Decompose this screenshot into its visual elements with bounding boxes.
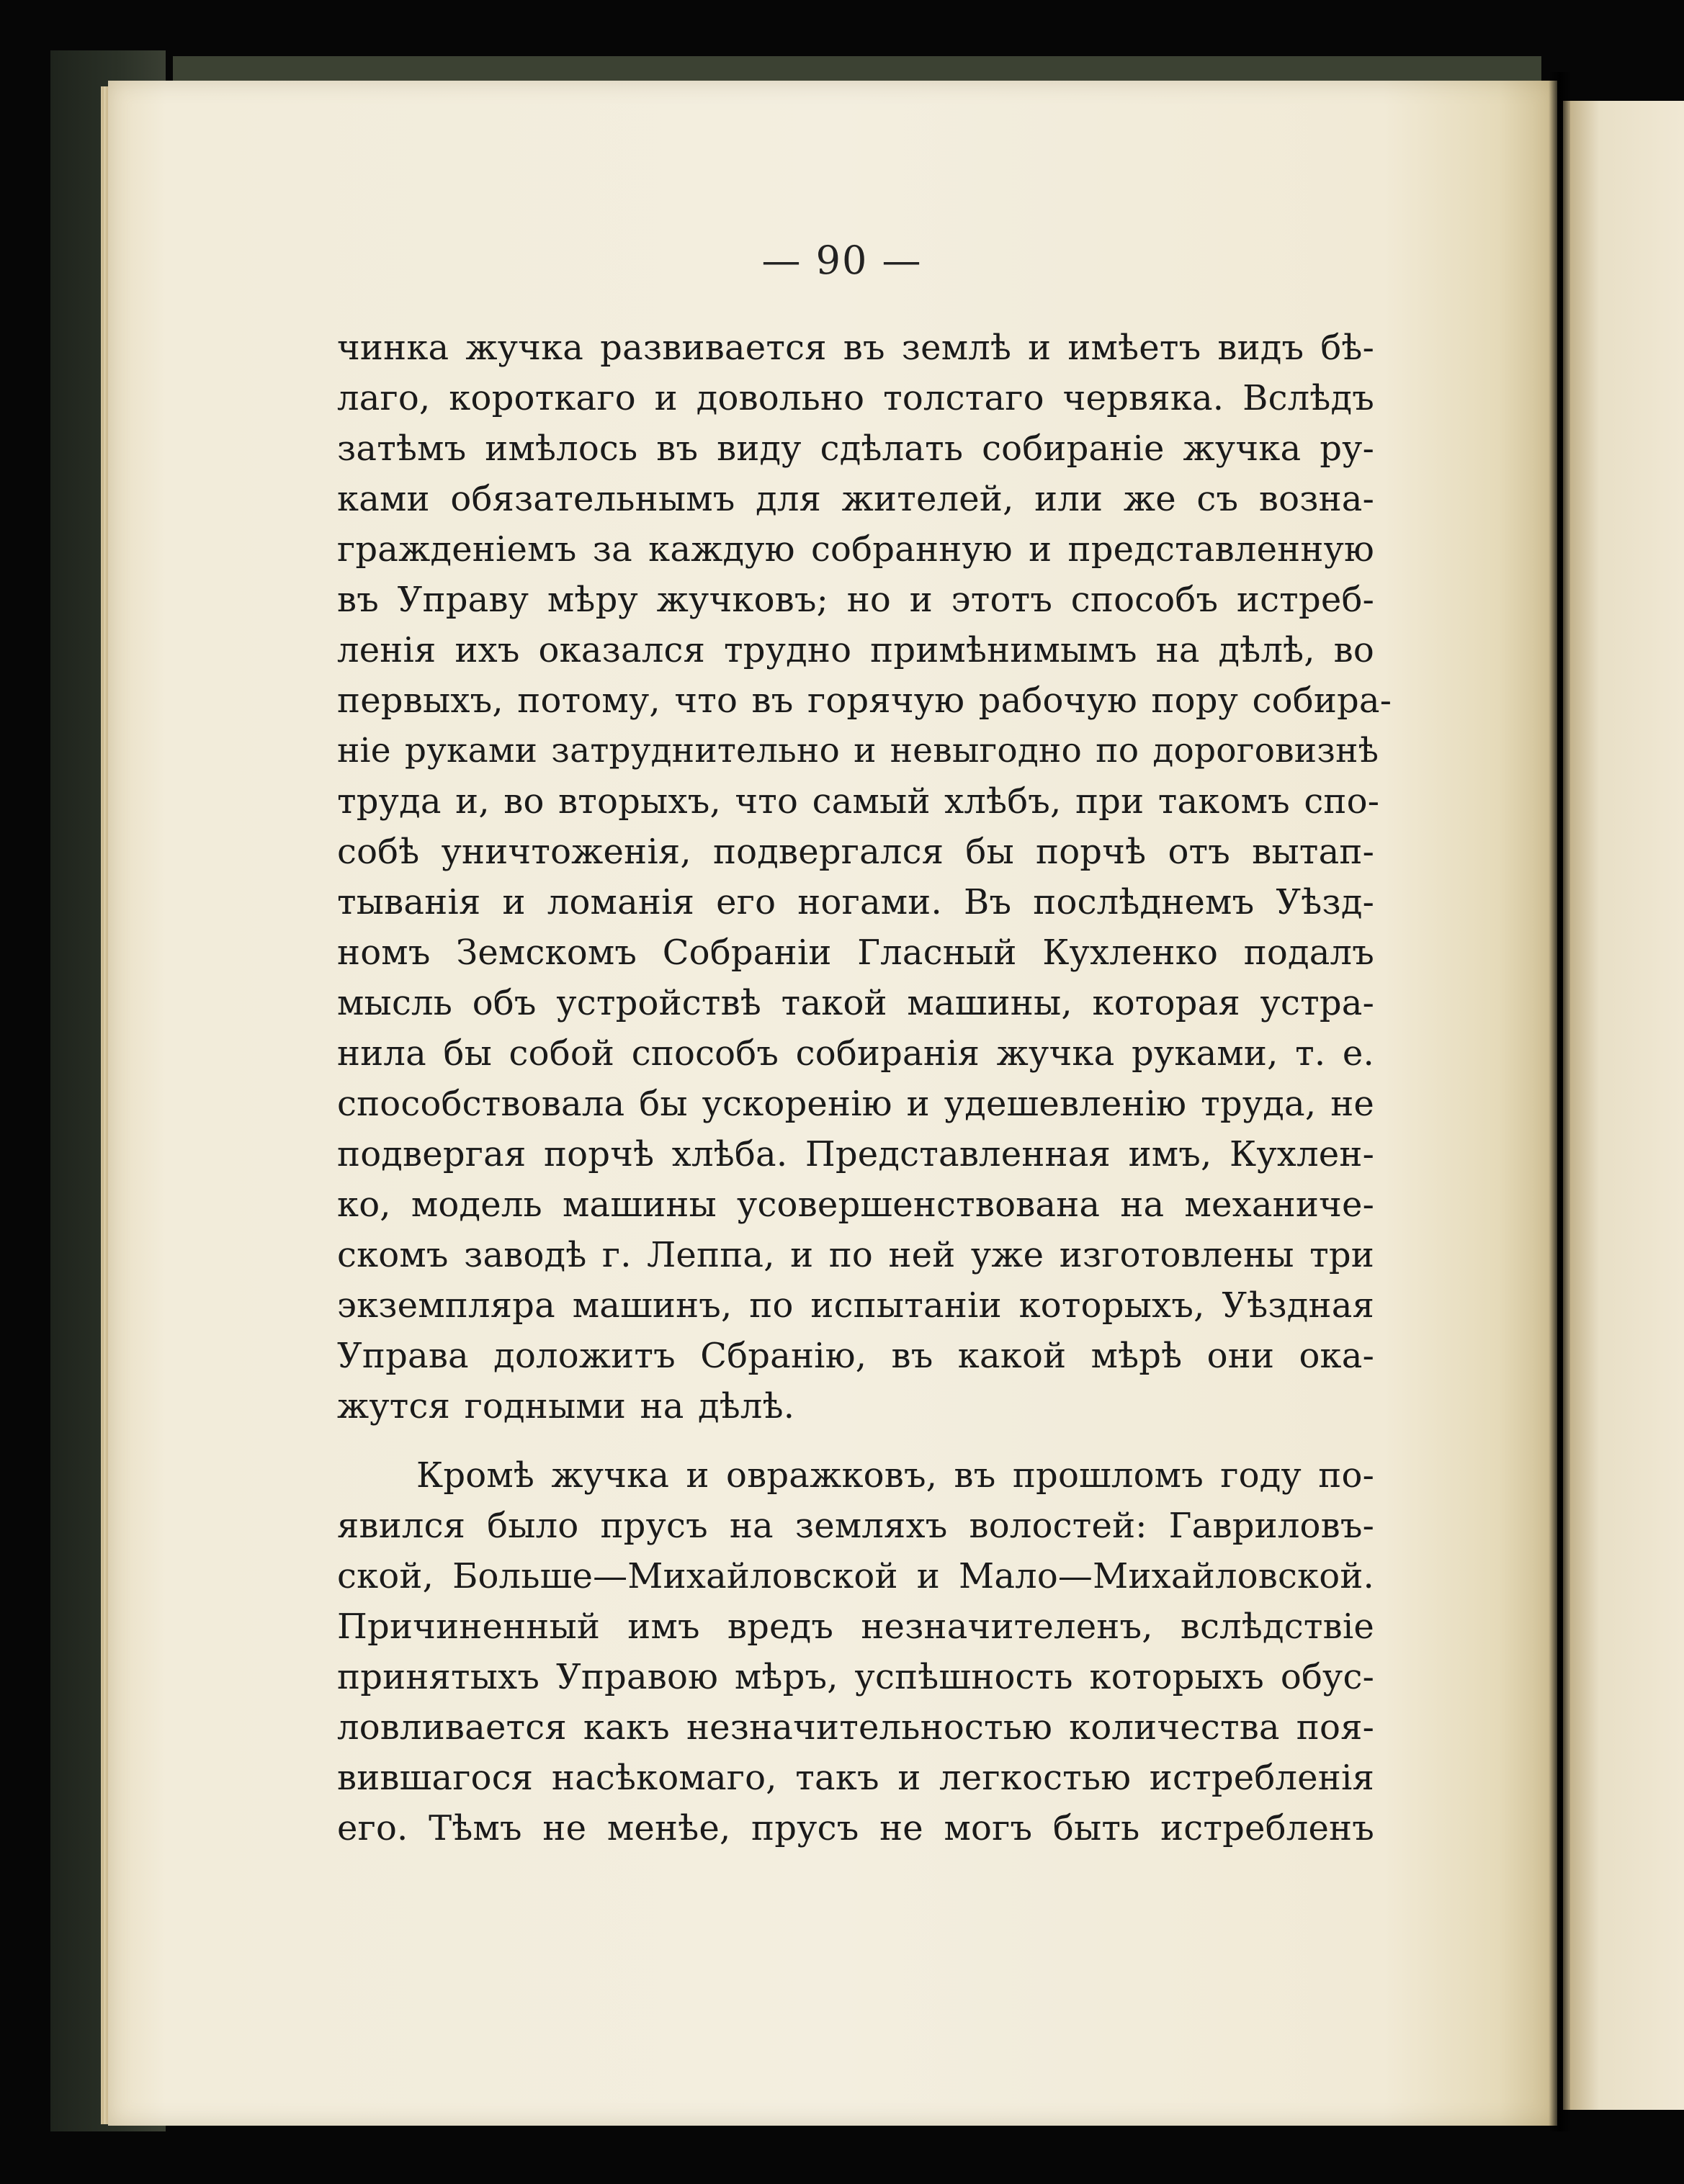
text-line: мысль объ устройствѣ такой машины, которая устра- [337, 983, 1374, 1023]
text-line: скомъ заводѣ г. Леппа, и по ней уже изготовлены три [337, 1235, 1374, 1275]
facing-page [1563, 101, 1684, 2110]
text-line: собѣ уничтоженія, подвергался бы порчѣ отъ вытап- [337, 832, 1374, 872]
text-line: его. Тѣмъ не менѣе, прусъ не могъ быть истребленъ [337, 1808, 1374, 1848]
text-line: труда и, во вторыхъ, что самый хлѣбъ, при такомъ спо- [337, 781, 1380, 822]
text-line: явился было прусъ на земляхъ волостей: Гавриловъ- [337, 1506, 1374, 1546]
book-gutter [1549, 72, 1570, 2131]
text-line: Управа доложитъ Сбранію, въ какой мѣрѣ они ока- [337, 1336, 1374, 1376]
text-line: вившагося насѣкомаго, такъ и легкостью истребленія [337, 1758, 1374, 1798]
text-line: ніе руками затруднительно и невыгодно по дороговизнѣ [337, 731, 1379, 770]
text-line: чинка жучка развивается въ землѣ и имѣетъ видъ бѣ- [337, 328, 1374, 368]
text-line: Кромѣ жучка и овражковъ, въ прошломъ году по- [416, 1455, 1374, 1496]
text-line: нила бы собой способъ собиранія жучка руками, т. е. [337, 1033, 1374, 1074]
text-line: экземпляра машинъ, по испытаніи которыхъ, Уѣздная [337, 1285, 1374, 1326]
text-line: ко, модель машины усовершенствована на механиче- [337, 1185, 1374, 1225]
paragraph-gap [337, 1432, 1374, 1450]
text-line: ловливается какъ незначительностью количества поя- [337, 1707, 1374, 1748]
text-line: въ Управу мѣру жучковъ; но и этотъ способъ истреб- [337, 580, 1374, 620]
text-line: способствовала бы ускоренію и удешевленію труда, не [337, 1084, 1374, 1124]
text-line: ками обязательнымъ для жителей, или же съ возна- [337, 479, 1374, 519]
text-line: гражденіемъ за каждую собранную и представленную [337, 529, 1374, 570]
text-line: Причиненный имъ вредъ незначителенъ, вслѣдствіе [337, 1606, 1374, 1647]
text-line: номъ Земскомъ Собраніи Гласный Кухленко подалъ [337, 933, 1374, 973]
text-line: ленія ихъ оказался трудно примѣнимымъ на дѣлѣ, во [337, 630, 1374, 670]
text-line: принятыхъ Управою мѣръ, успѣшность которыхъ обус- [337, 1657, 1374, 1697]
text-line: первыхъ, потому, что въ горячую рабочую пору собира- [337, 680, 1392, 721]
text-line: затѣмъ имѣлось въ виду сдѣлать собираніе жучка ру- [337, 428, 1374, 469]
text-line: ской, Больше—Михайловской и Мало—Михайловской. [337, 1556, 1374, 1596]
text-line: тыванія и ломанія его ногами. Въ послѣднемъ Уѣзд- [337, 882, 1374, 922]
text-line: жутся годными на дѣлѣ. [337, 1386, 795, 1426]
body-text [337, 323, 1392, 1853]
text-line: лаго, короткаго и довольно толстаго червяка. Вслѣдъ [337, 378, 1374, 418]
page-number: — 90 — [761, 238, 923, 283]
text-line: подвергая порчѣ хлѣба. Представленная имъ, Кухлен- [337, 1134, 1374, 1174]
